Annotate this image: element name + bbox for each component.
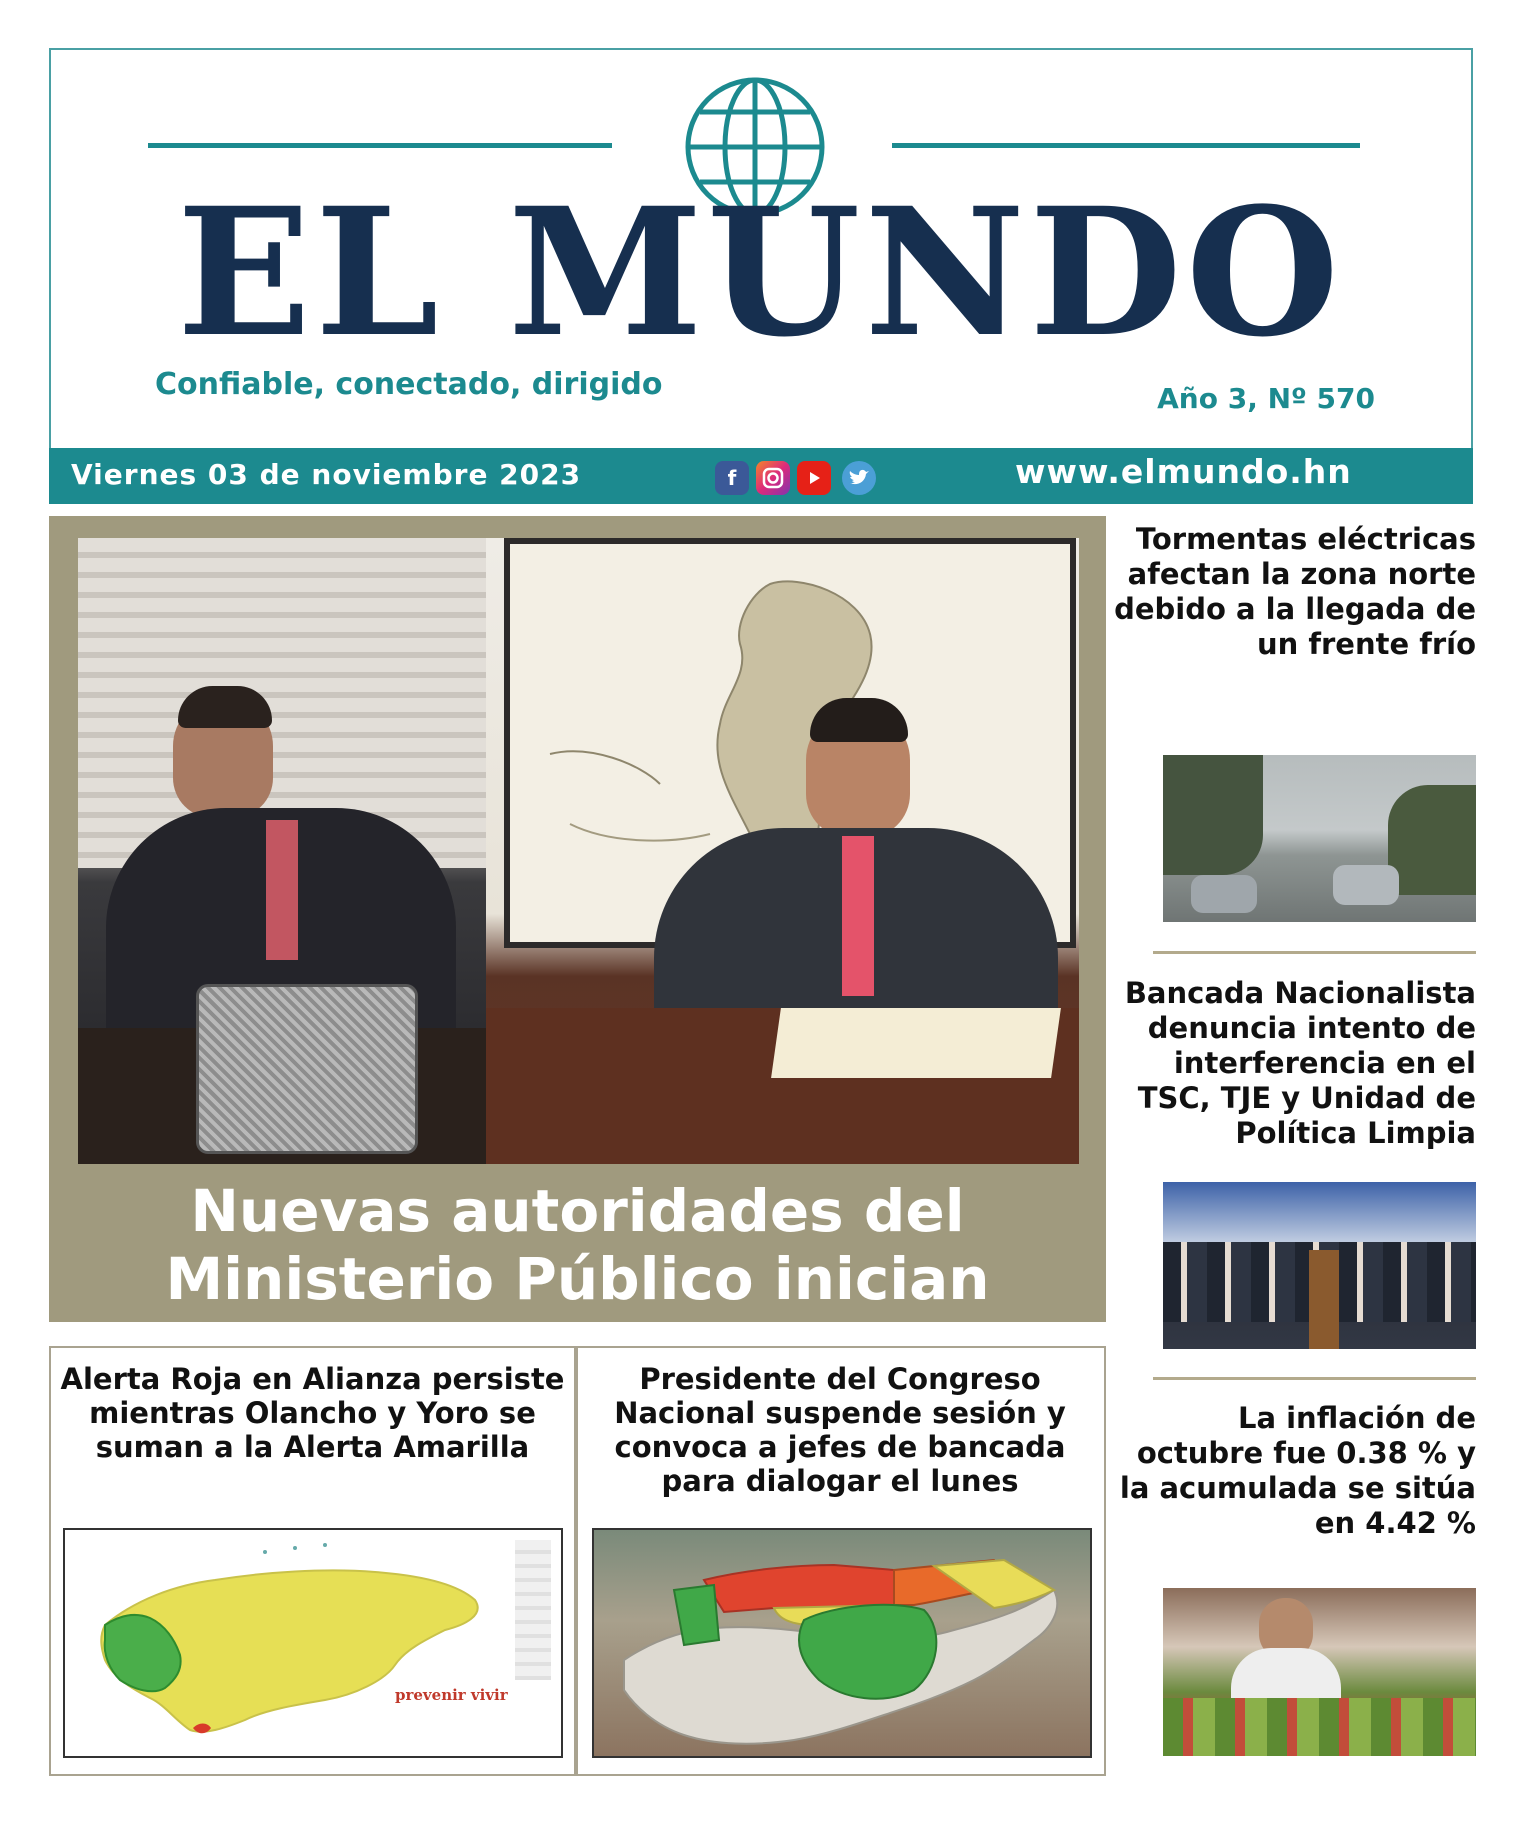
person-tie-left xyxy=(266,820,298,960)
instagram-icon[interactable] xyxy=(756,461,790,495)
map-legend xyxy=(515,1540,551,1680)
sidebar-story-headline[interactable]: La inflación de octubre fue 0.38 % y la acumulada se sitúa en 4.42 % xyxy=(1119,1401,1476,1540)
car-right xyxy=(1333,865,1399,905)
person-hair-right xyxy=(810,698,908,742)
sidebar-divider xyxy=(1153,951,1476,954)
twitter-icon[interactable] xyxy=(842,461,876,495)
sidebar-story-headline[interactable]: Bancada Nacionalista denuncia intento de interferencia en el TSC, TJE y Unidad de Política Limpia xyxy=(1124,976,1476,1150)
lead-headline[interactable]: Nuevas autoridades del Ministerio Público inician labores xyxy=(165,1177,990,1381)
person-tie-right xyxy=(842,836,874,996)
issue-date: Viernes 03 de noviembre 2023 xyxy=(71,458,582,491)
youtube-icon[interactable] xyxy=(797,461,831,495)
newspaper-title: EL MUNDO xyxy=(176,169,1344,376)
lead-photo-right xyxy=(486,538,1079,1164)
masthead-rule-left xyxy=(148,143,612,148)
bottom-story-headline[interactable]: Alerta Roja en Alianza persiste mientras Olancho y Yoro se suman a la Alerta Amarilla xyxy=(60,1362,565,1464)
tree-right xyxy=(1388,785,1476,895)
bottom-story-headline[interactable]: Presidente del Congreso Nacional suspende sesión y convoca a jefes de bancada para dialogar el lunes xyxy=(614,1362,1066,1498)
sidebar-divider xyxy=(1153,1377,1476,1380)
tree-left xyxy=(1163,755,1263,875)
honduras-alert-map xyxy=(65,1530,561,1756)
produce xyxy=(1163,1698,1476,1756)
alert-map[interactable] xyxy=(63,1528,563,1758)
car-left xyxy=(1191,875,1257,913)
storm-photo[interactable] xyxy=(1163,755,1476,922)
honduras-party-map xyxy=(594,1530,1090,1756)
congress-photo[interactable] xyxy=(1163,1182,1476,1349)
website-url[interactable]: www.elmundo.hn xyxy=(1015,452,1352,491)
sidebar-story-headline[interactable]: Tormentas eléctricas afectan la zona norte debido a la llegada de un frente frío xyxy=(1114,522,1476,661)
podium xyxy=(1309,1250,1339,1349)
facebook-icon[interactable]: f xyxy=(715,461,749,495)
issue-number: Año 3, Nº 570 xyxy=(1157,382,1375,415)
map-brand: prevenir vivir xyxy=(395,1686,508,1704)
congress-party-map[interactable] xyxy=(592,1528,1092,1758)
document-folder xyxy=(771,1008,1061,1078)
newspaper-tagline: Confiable, conectado, dirigido xyxy=(155,367,663,402)
masthead-rule-right xyxy=(892,143,1360,148)
lead-photo-left xyxy=(78,538,486,1164)
person-hair-left xyxy=(178,686,272,728)
tablet-keyboard xyxy=(196,984,418,1154)
market-photo[interactable] xyxy=(1163,1588,1476,1756)
